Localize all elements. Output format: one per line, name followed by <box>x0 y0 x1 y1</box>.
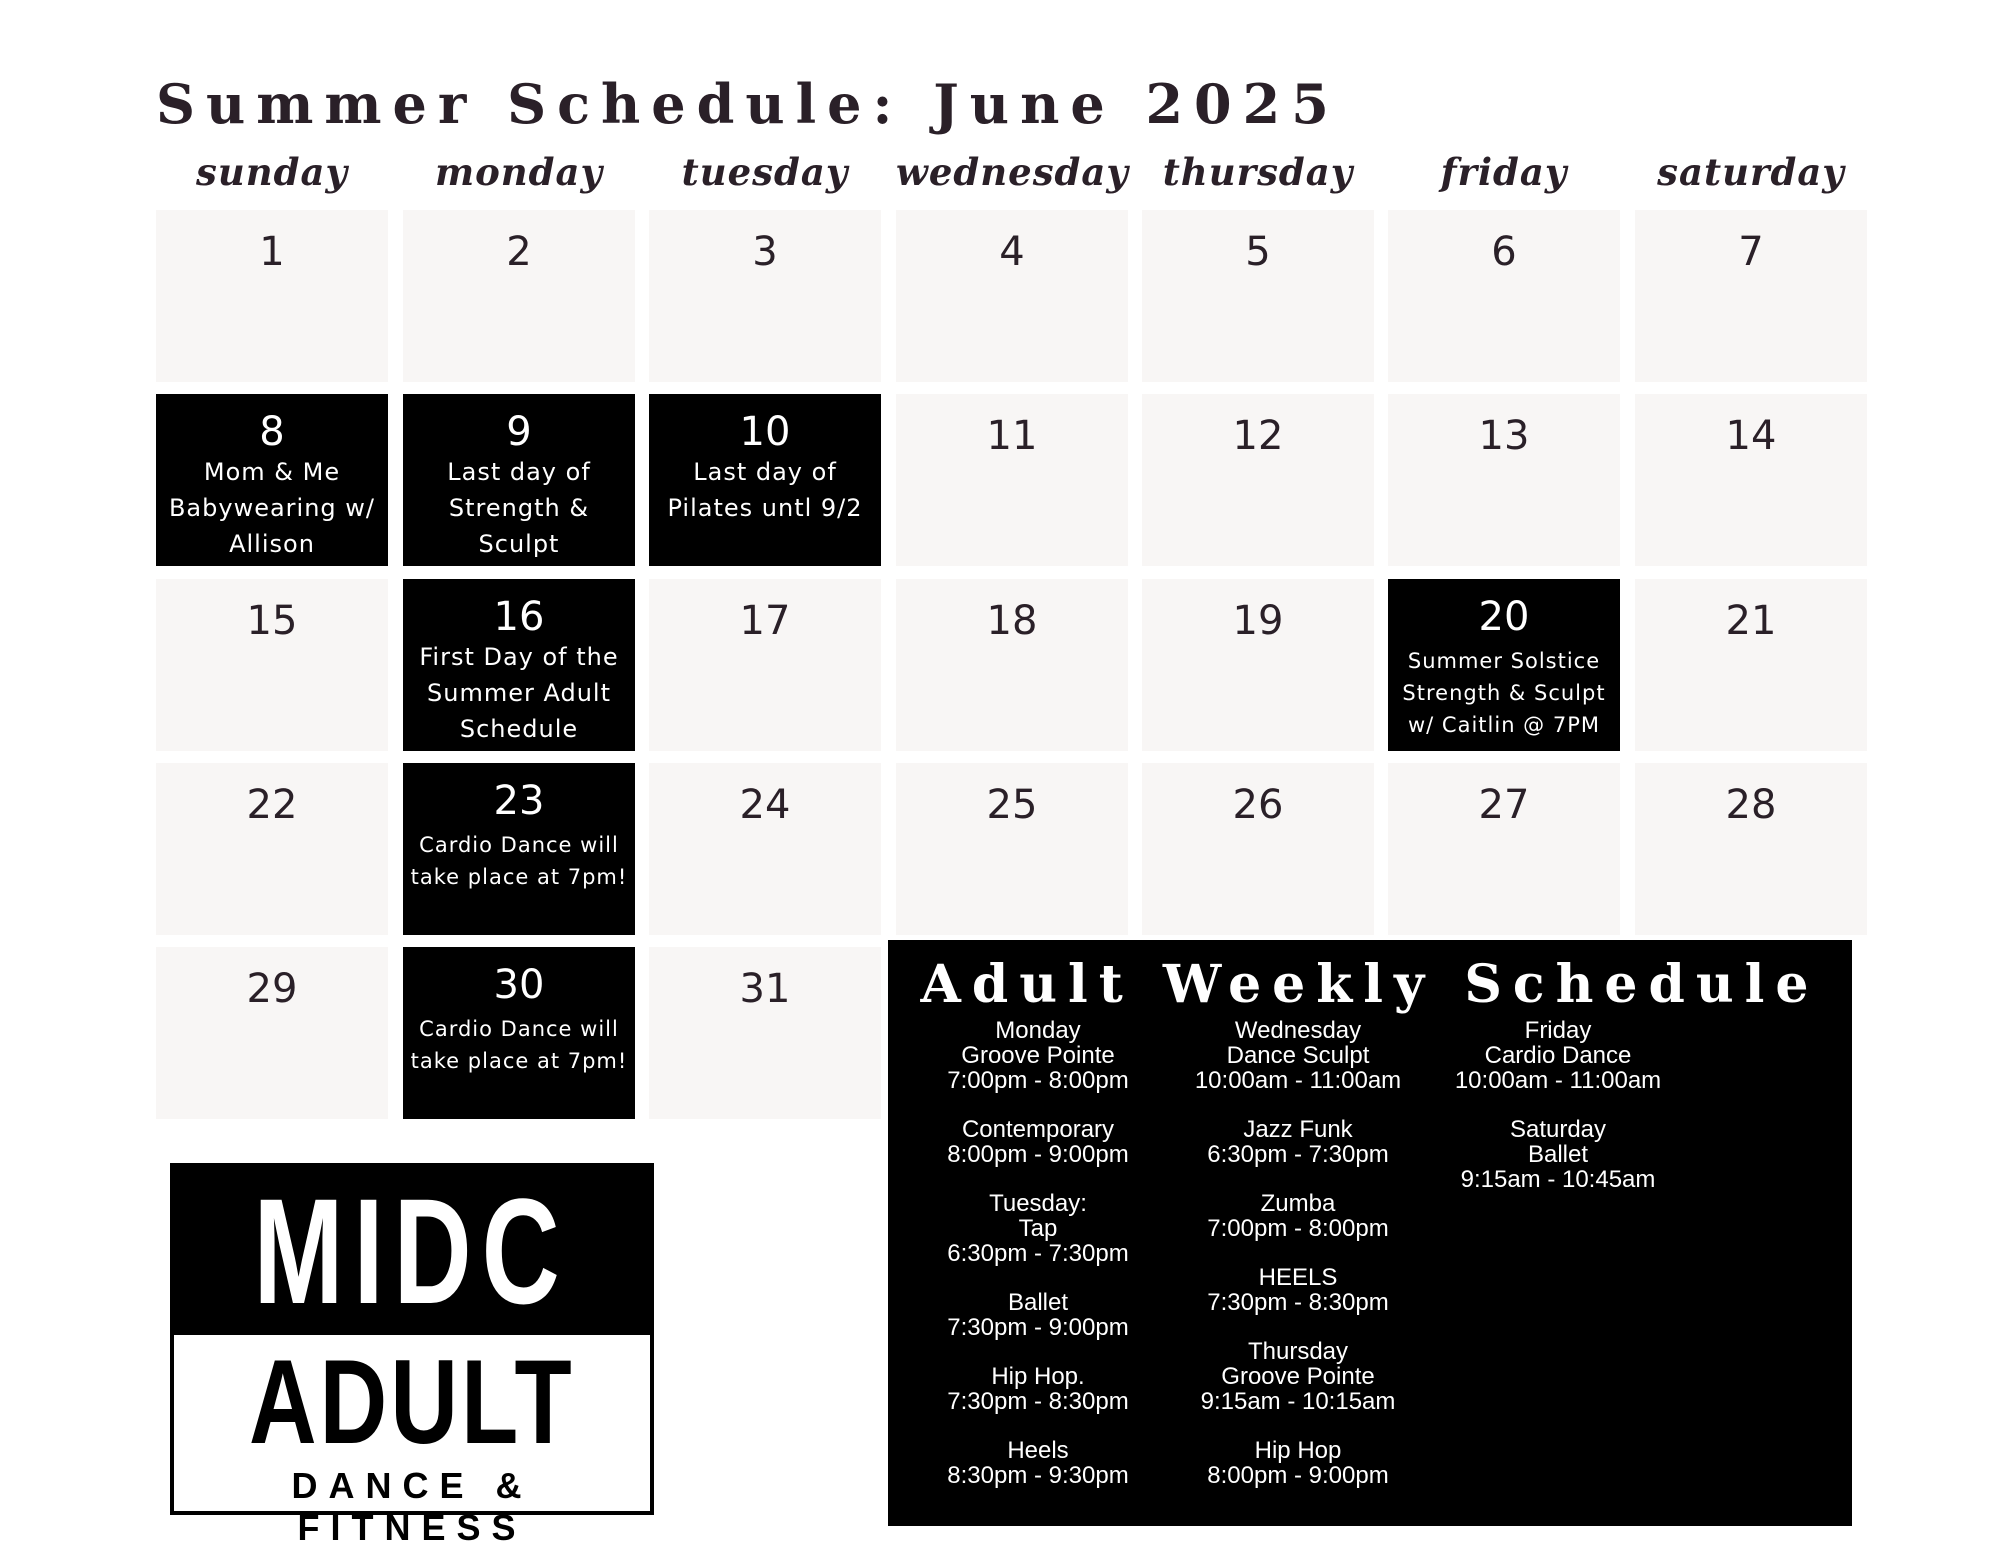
calendar-day-15 <box>156 579 388 751</box>
day-number: 11 <box>986 413 1038 459</box>
class-entry-line: Groove Pointe <box>961 1042 1115 1069</box>
day-number: 4 <box>999 229 1025 275</box>
event-line: Pilates untl 9/2 <box>667 494 863 522</box>
class-entry-line: 10:00am - 11:00am <box>1454 1067 1662 1094</box>
weekday-sunday: sunday <box>196 150 348 194</box>
calendar-day-7 <box>1635 210 1867 382</box>
day-number: 10 <box>739 409 791 455</box>
calendar-day-9 <box>403 394 635 566</box>
class-entry <box>908 1438 1168 1488</box>
weekday-saturday: saturday <box>1657 150 1845 194</box>
day-number: 21 <box>1725 598 1777 644</box>
class-entry-line: 8:00pm - 9:00pm <box>1207 1462 1389 1489</box>
class-entry-line: Groove Pointe <box>1221 1363 1375 1390</box>
event-line: Mom & Me <box>203 458 341 486</box>
day-event-note <box>403 829 635 893</box>
class-entry-line: Ballet <box>1007 1289 1069 1316</box>
class-entry-line: Hip Hop <box>1254 1437 1342 1464</box>
calendar-day-26 <box>1142 763 1374 935</box>
day-number: 18 <box>986 598 1038 644</box>
event-line: Cardio Dance will <box>419 833 619 857</box>
weekday-wednesday: wednesday <box>896 150 1129 194</box>
day-number: 20 <box>1478 594 1530 640</box>
class-entry-line: 8:00pm - 9:00pm <box>947 1141 1129 1168</box>
calendar-day-16 <box>403 579 635 751</box>
event-line: Last day of <box>447 458 591 486</box>
class-entry-line: Jazz Funk <box>1243 1116 1353 1143</box>
weekly-column <box>1428 1018 1688 1216</box>
class-entry-line: Thursday <box>1247 1338 1349 1365</box>
class-entry <box>1428 1117 1688 1192</box>
calendar-day-8 <box>156 394 388 566</box>
class-entry <box>1168 1265 1428 1315</box>
class-entry-line: Cardio Dance <box>1484 1042 1632 1069</box>
calendar-day-12 <box>1142 394 1374 566</box>
class-entry-line: Wednesday <box>1234 1017 1362 1044</box>
calendar-day-27 <box>1388 763 1620 935</box>
day-number: 23 <box>493 778 545 824</box>
calendar-day-2 <box>403 210 635 382</box>
calendar-day-13 <box>1388 394 1620 566</box>
event-line: Last day of <box>693 458 837 486</box>
day-number: 24 <box>739 782 791 828</box>
logo-adult: ADULT <box>249 1335 575 1469</box>
day-number: 13 <box>1478 413 1530 459</box>
day-number: 15 <box>246 598 298 644</box>
calendar-day-11 <box>896 394 1128 566</box>
day-event-note <box>1388 645 1620 741</box>
class-entry-line: Contemporary <box>961 1116 1115 1143</box>
calendar-day-10 <box>649 394 881 566</box>
weekday-monday: monday <box>434 150 604 194</box>
weekly-column <box>908 1018 1168 1512</box>
class-entry-line: Dance Sculpt <box>1226 1042 1370 1069</box>
class-entry-line: 10:00am - 11:00am <box>1194 1067 1402 1094</box>
class-entry <box>908 1290 1168 1340</box>
class-entry-line: 9:15am - 10:45am <box>1460 1166 1656 1193</box>
day-number: 31 <box>739 966 791 1012</box>
day-number: 22 <box>246 782 298 828</box>
class-entry-line: Ballet <box>1527 1141 1589 1168</box>
class-entry <box>1428 1018 1688 1093</box>
class-entry-line: HEELS <box>1258 1264 1338 1291</box>
class-entry <box>1168 1438 1428 1488</box>
event-line: take place at 7pm! <box>410 865 628 889</box>
calendar-day-3 <box>649 210 881 382</box>
class-entry-line: 7:30pm - 8:30pm <box>1207 1289 1389 1316</box>
day-number: 8 <box>259 409 285 455</box>
weekly-column <box>1168 1018 1428 1512</box>
class-entry <box>1168 1018 1428 1093</box>
day-number: 9 <box>506 409 532 455</box>
calendar-day-23 <box>403 763 635 935</box>
class-entry <box>1168 1117 1428 1167</box>
class-entry-line: Zumba <box>1260 1190 1336 1217</box>
class-entry <box>908 1117 1168 1167</box>
day-event-note <box>403 639 635 747</box>
day-number: 16 <box>493 594 545 640</box>
calendar-day-28 <box>1635 763 1867 935</box>
logo-dance-fitness: DANCE & FITNESS <box>291 1465 533 1548</box>
class-entry-line: Heels <box>1007 1437 1069 1464</box>
adult-weekly-schedule <box>888 940 1852 1526</box>
class-entry-line: Friday <box>1524 1017 1592 1044</box>
day-number: 27 <box>1478 782 1530 828</box>
calendar-day-5 <box>1142 210 1374 382</box>
day-event-note <box>403 1013 635 1077</box>
event-line: w/ Caitlin @ 7PM <box>1408 713 1600 737</box>
day-number: 6 <box>1491 229 1517 275</box>
class-entry-line: Tap <box>1018 1215 1058 1242</box>
day-number: 5 <box>1245 229 1271 275</box>
calendar-day-14 <box>1635 394 1867 566</box>
class-entry-line: 6:30pm - 7:30pm <box>1207 1141 1389 1168</box>
class-entry-line: 6:30pm - 7:30pm <box>947 1240 1129 1267</box>
weekly-schedule-title: Adult Weekly Schedule <box>920 954 1820 1015</box>
event-line: Summer Adult <box>427 679 611 707</box>
class-entry-line: 7:00pm - 8:00pm <box>947 1067 1129 1094</box>
event-line: Strength & Sculpt <box>1402 681 1606 705</box>
day-number: 12 <box>1232 413 1284 459</box>
class-entry-line: 7:30pm - 8:30pm <box>947 1388 1129 1415</box>
class-entry <box>1168 1191 1428 1241</box>
midc-adult-logo <box>170 1163 654 1548</box>
day-number: 2 <box>506 229 532 275</box>
class-entry <box>908 1018 1168 1093</box>
class-entry <box>908 1191 1168 1266</box>
weekday-friday: friday <box>1440 150 1568 194</box>
class-entry-line: 7:30pm - 9:00pm <box>947 1314 1129 1341</box>
class-entry-line: 7:00pm - 8:00pm <box>1207 1215 1389 1242</box>
event-line: take place at 7pm! <box>410 1049 628 1073</box>
calendar-day-29 <box>156 947 388 1119</box>
day-number: 30 <box>493 962 545 1008</box>
weekday-thursday: thursday <box>1162 150 1354 194</box>
day-number: 29 <box>246 966 298 1012</box>
class-entry-line: 9:15am - 10:15am <box>1200 1388 1396 1415</box>
day-number: 26 <box>1232 782 1284 828</box>
weekday-tuesday: tuesday <box>681 150 849 194</box>
class-entry-line: Monday <box>995 1017 1081 1044</box>
calendar-day-20 <box>1388 579 1620 751</box>
class-entry-line: Saturday <box>1509 1116 1607 1143</box>
day-number: 7 <box>1738 229 1764 275</box>
calendar-day-31 <box>649 947 881 1119</box>
day-number: 17 <box>739 598 791 644</box>
day-number: 28 <box>1725 782 1777 828</box>
calendar-day-22 <box>156 763 388 935</box>
day-number: 19 <box>1232 598 1284 644</box>
day-number: 25 <box>986 782 1038 828</box>
day-event-note <box>156 454 388 562</box>
page-title: Summer Schedule: June 2025 <box>156 72 1340 136</box>
event-line: Babywearing w/ <box>168 494 376 522</box>
calendar-day-24 <box>649 763 881 935</box>
day-number: 14 <box>1725 413 1777 459</box>
class-entry-line: Hip Hop. <box>991 1363 1085 1390</box>
calendar-day-18 <box>896 579 1128 751</box>
logo-midc: MIDC <box>174 1167 650 1335</box>
class-entry <box>1168 1339 1428 1414</box>
day-number: 1 <box>259 229 285 275</box>
event-line: Schedule <box>459 715 579 743</box>
event-line: Summer Solstice <box>1407 649 1601 673</box>
class-entry-line: 8:30pm - 9:30pm <box>947 1462 1129 1489</box>
class-entry <box>908 1364 1168 1414</box>
calendar-day-25 <box>896 763 1128 935</box>
calendar-day-19 <box>1142 579 1374 751</box>
calendar-day-4 <box>896 210 1128 382</box>
event-line: First Day of the <box>419 643 619 671</box>
class-entry-line: Tuesday: <box>989 1190 1087 1217</box>
day-number: 3 <box>752 229 778 275</box>
calendar-day-17 <box>649 579 881 751</box>
event-line: Allison <box>229 530 315 558</box>
event-line: Cardio Dance will <box>419 1017 619 1041</box>
calendar-day-30 <box>403 947 635 1119</box>
calendar-day-21 <box>1635 579 1867 751</box>
calendar-day-1 <box>156 210 388 382</box>
event-line: Strength & Sculpt <box>448 494 590 558</box>
calendar-day-6 <box>1388 210 1620 382</box>
day-event-note <box>649 454 881 526</box>
